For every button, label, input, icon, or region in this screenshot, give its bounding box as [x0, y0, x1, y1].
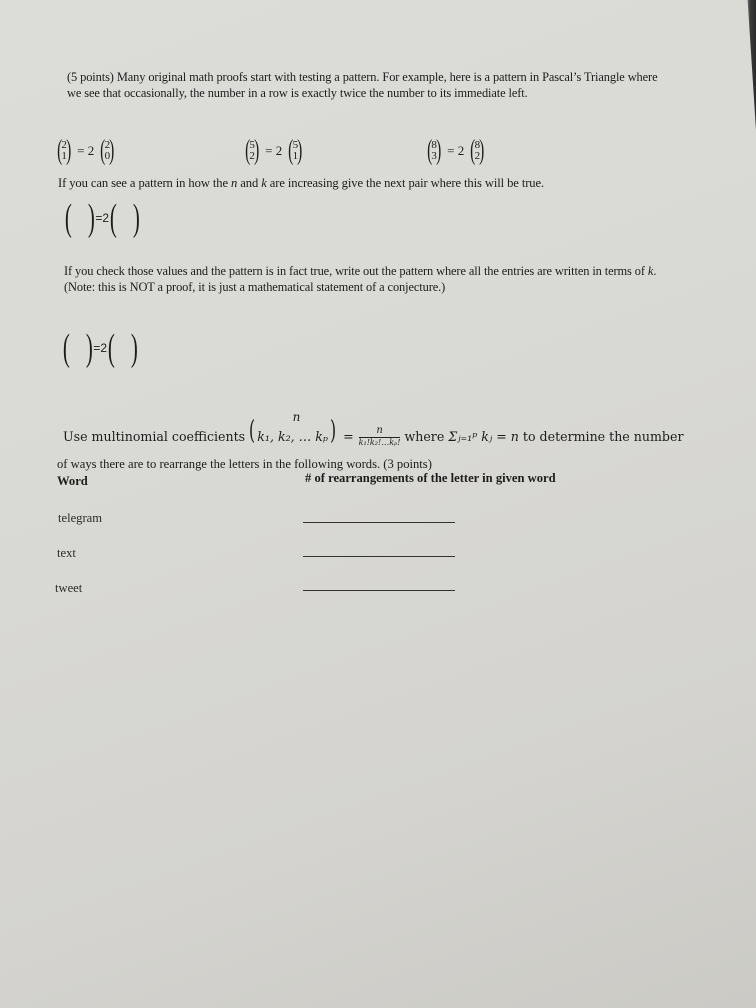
right-paren: ) — [130, 327, 138, 369]
multinomial-fraction: $\frac{n}{\text{k₁!k₂!…kₚ!}}$ — [358, 425, 401, 447]
column-header-rearrangements: # of rearrangements of the letter in given word — [305, 471, 556, 485]
example-identity-2: ( 5 2 ) = 2 ( 5 1 ) — [243, 137, 304, 165]
binomial-right: ( 2 0 ) — [100, 135, 115, 166]
left-paren: ( — [62, 327, 70, 369]
binomial-left: ( 2 1 ) — [57, 135, 72, 166]
binomial-right: ( 8 2 ) — [470, 135, 485, 166]
left-paren: ( — [64, 197, 72, 239]
left-paren: ( — [109, 197, 117, 239]
answer-blank-equation-1[interactable]: ( ) =2 ( ) — [64, 197, 140, 239]
answer-line-tweet[interactable] — [303, 590, 455, 591]
binomial-left: ( 5 2 ) — [245, 135, 260, 166]
multinomial-instructions-line2: of ways there are to rearrange the letters in the following words. (3 points) — [57, 457, 432, 471]
answer-line-telegram[interactable] — [303, 522, 455, 523]
multinomial-instructions: Use multinomial coefficients ( n k₁, k₂, … kₚ ) = $\frac{n}{\text{k₁!k₂!…kₚ!}}$ where Σⱼ₌₁ᵖ kⱼ = n to determine the number — [63, 410, 684, 447]
question-general-pattern: If you check those values and the pattern is in fact true, write out the pattern where all the entries are written in terms of k. (Note: this is NOT a proof, it is just a mathematical statement of a conjecture.) — [64, 264, 657, 294]
page-edge-shadow — [742, 0, 756, 130]
word-telegram: telegram — [58, 511, 103, 525]
example-identity-1: ( 2 1 ) = 2 ( 2 0 ) — [55, 137, 116, 165]
example-identity-3: ( 8 3 ) = 2 ( 8 2 ) — [425, 137, 486, 165]
column-header-word: Word — [57, 474, 88, 488]
multinomial-coefficient: ( n k₁, k₂, … kₚ ) — [249, 410, 337, 446]
word-tweet: tweet — [55, 581, 83, 595]
right-paren: ) — [85, 327, 93, 369]
pascal-examples — [55, 137, 575, 173]
answer-blank-equation-2[interactable]: ( ) =2 ( ) — [62, 327, 138, 369]
right-paren: ) — [87, 197, 95, 239]
right-paren: ) — [132, 197, 140, 239]
word-text: text — [57, 546, 76, 560]
left-paren: ( — [107, 327, 115, 369]
summation-condition: Σⱼ₌₁ᵖ kⱼ = n — [448, 429, 519, 444]
binomial-right: ( 5 1 ) — [288, 135, 303, 166]
intro-paragraph: (5 points) Many original math proofs start with testing a pattern. For example, here is a pattern in Pascal’s Triangle where we see that occasionally, the number in a row is exactly twice the number to its immediate left. — [67, 70, 658, 100]
answer-line-text[interactable] — [303, 556, 455, 557]
binomial-left: ( 8 3 ) — [427, 135, 442, 166]
question-next-pair: If you can see a pattern in how the n and k are increasing give the next pair where this will be true. — [58, 176, 545, 190]
